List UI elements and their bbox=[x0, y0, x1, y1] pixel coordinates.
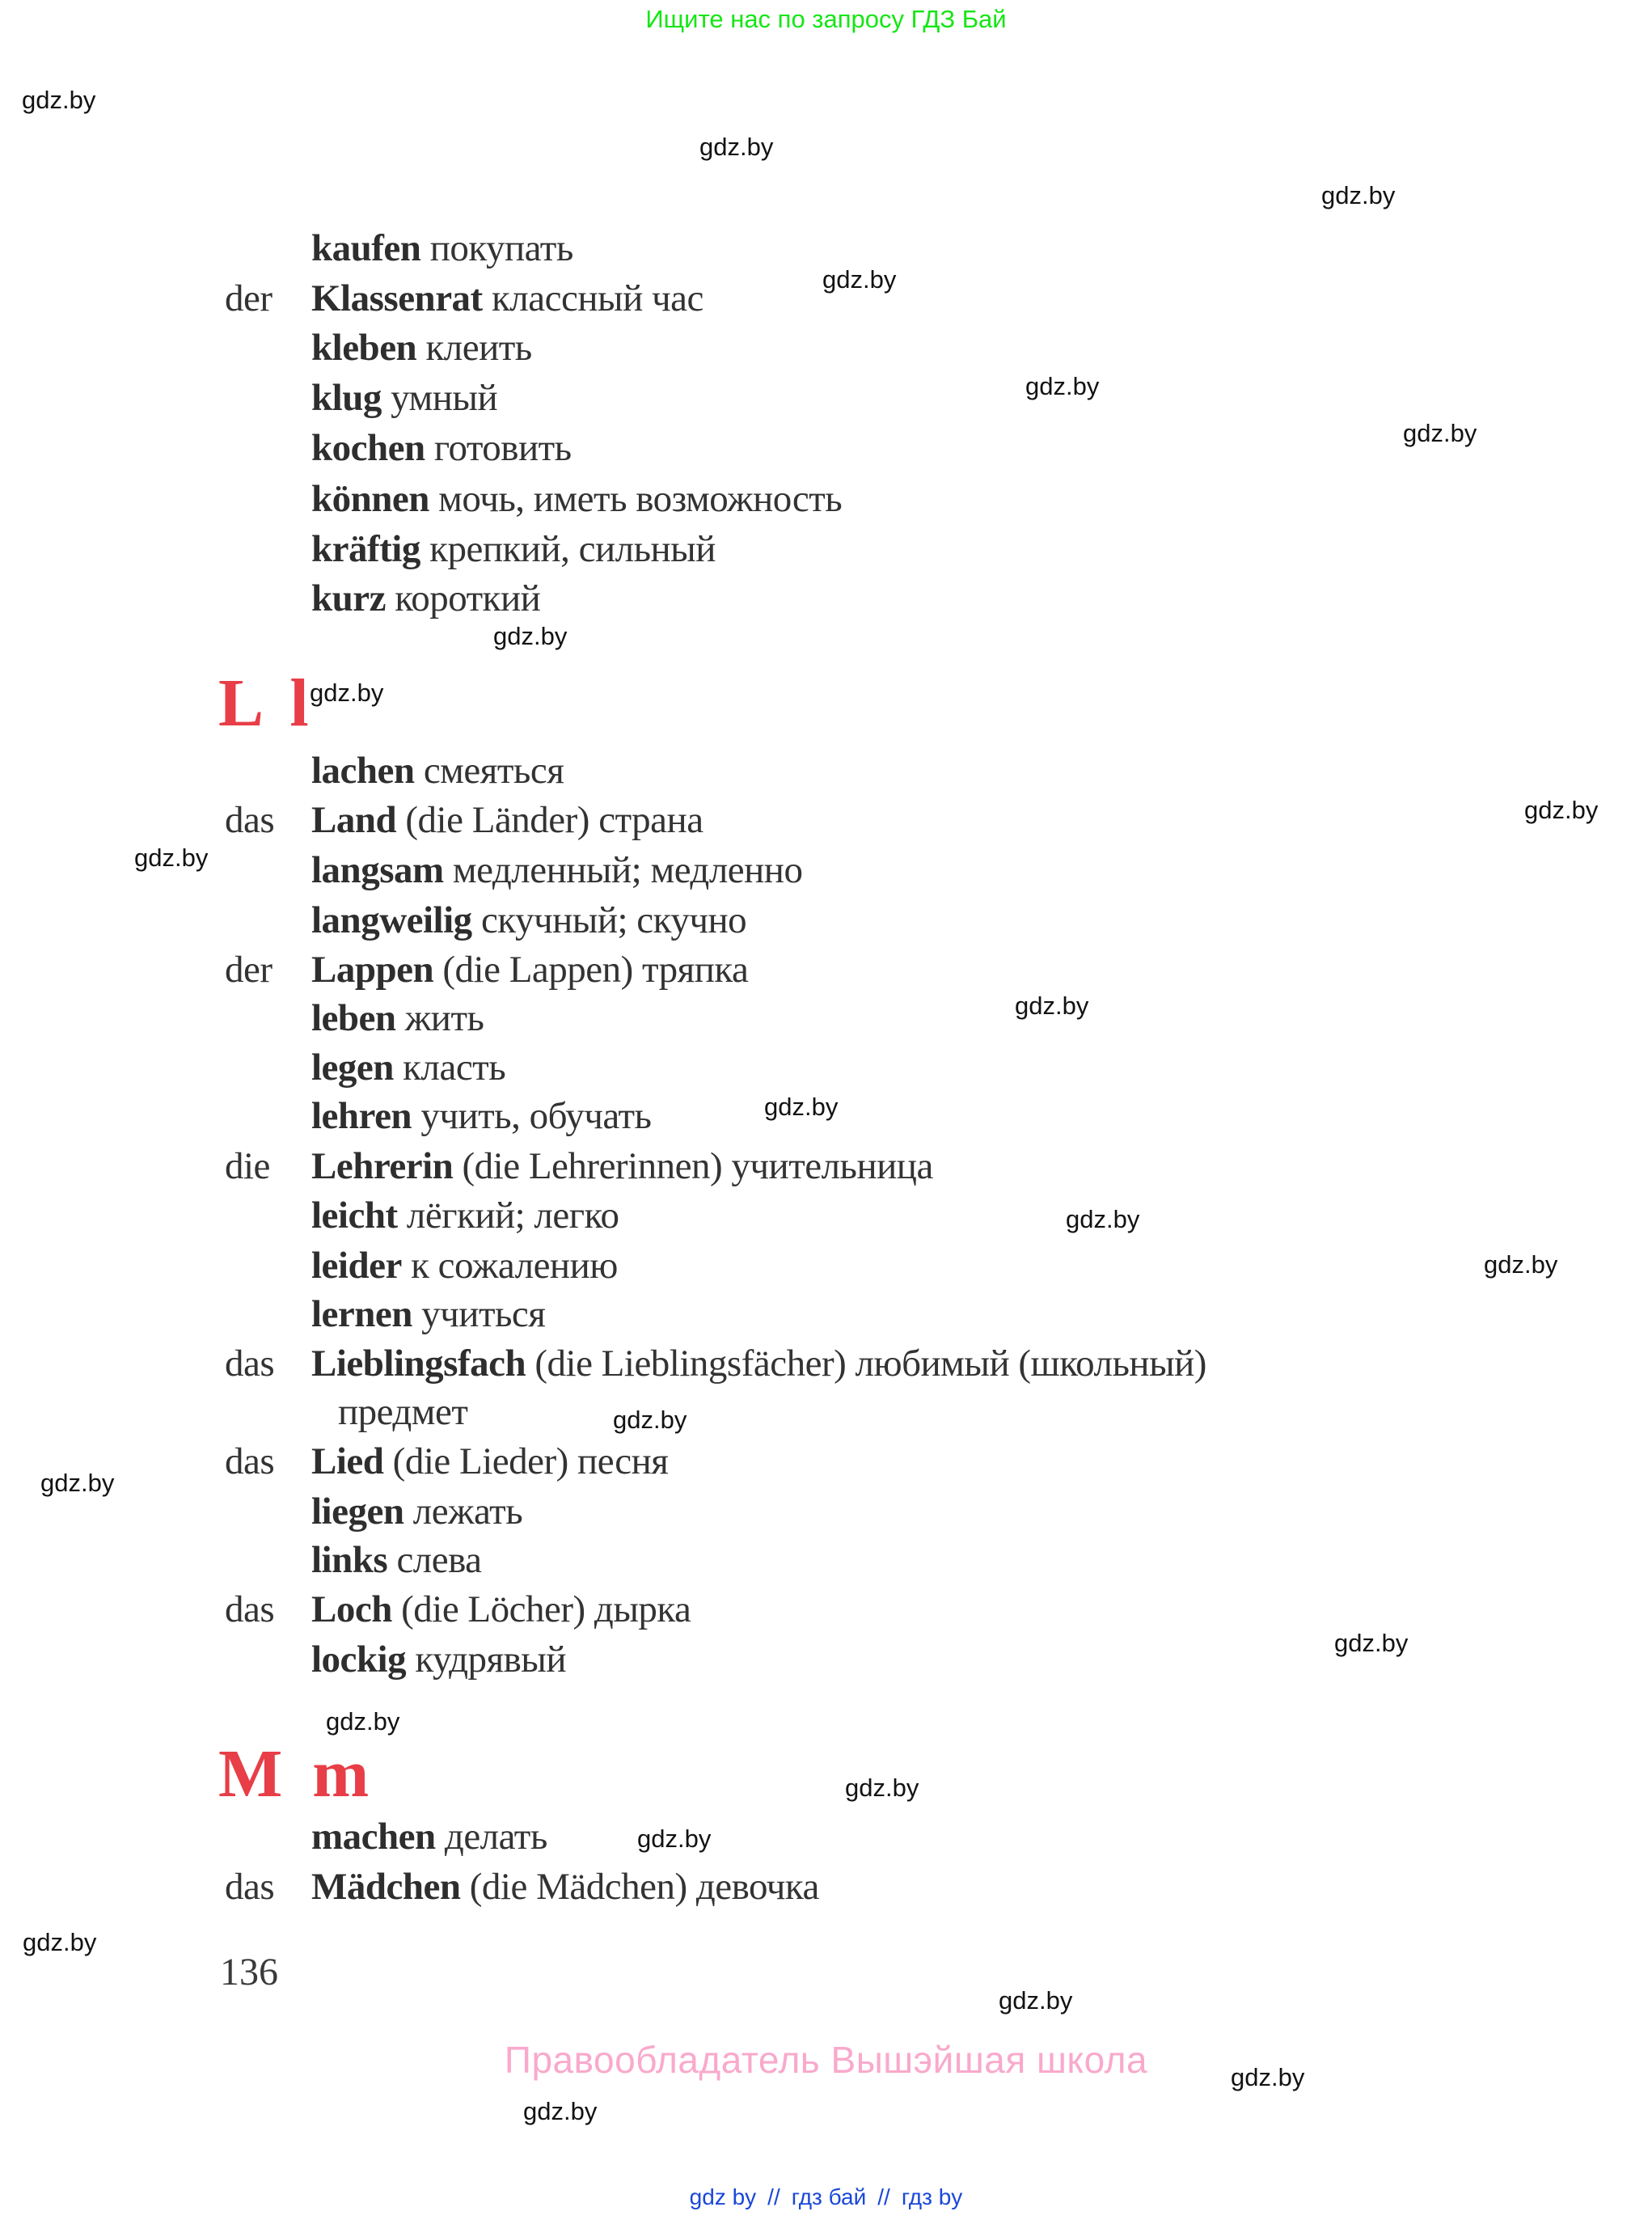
gdz-watermark: gdz.by bbox=[1025, 372, 1100, 400]
entry-article: die bbox=[225, 1145, 270, 1187]
entry-word: liegen bbox=[311, 1490, 404, 1533]
gdz-watermark: gdz.by bbox=[1484, 1250, 1558, 1279]
entry-plural: (die Lappen) bbox=[433, 949, 633, 991]
gdz-watermark: gdz.by bbox=[1334, 1629, 1409, 1657]
entry-translation: страна bbox=[589, 799, 703, 841]
entry-word: leicht bbox=[311, 1194, 398, 1237]
dict-entry bbox=[225, 1440, 669, 1482]
dict-entry bbox=[225, 849, 803, 891]
entry-plural: (die Löcher) bbox=[391, 1588, 585, 1630]
dict-entry bbox=[225, 1588, 691, 1630]
gdz-watermark: gdz.by bbox=[637, 1824, 712, 1853]
gdz-watermark: gdz.by bbox=[1321, 181, 1396, 209]
dict-entry bbox=[225, 1541, 482, 1579]
gdz-watermark: gdz.by bbox=[1403, 419, 1477, 447]
dict-entry bbox=[225, 1145, 933, 1187]
entry-article: der bbox=[225, 277, 273, 319]
entry-translation: умный bbox=[381, 377, 498, 419]
entry-word: klug bbox=[311, 377, 382, 419]
entry-word: lehren bbox=[311, 1095, 412, 1137]
page-number: 136 bbox=[220, 1951, 278, 1994]
entry-word: Mädchen bbox=[311, 1866, 461, 1908]
entry-plural: (die Lehrerinnen) bbox=[453, 1145, 723, 1187]
entry-translation: скучный; скучно bbox=[471, 899, 747, 941]
gdz-watermark: gdz.by bbox=[1524, 796, 1599, 824]
dict-entry bbox=[225, 1097, 651, 1135]
entry-translation: предмет bbox=[338, 1391, 468, 1433]
entry-translation: мочь, иметь возможность bbox=[429, 478, 843, 520]
dict-entry bbox=[225, 379, 497, 417]
entry-plural: (die Länder) bbox=[396, 799, 589, 841]
entry-word: kleben bbox=[311, 327, 417, 369]
entry-word: links bbox=[311, 1539, 388, 1581]
dict-entry-continuation bbox=[338, 1393, 467, 1431]
entry-translation: клеить bbox=[416, 327, 532, 369]
entry-word: Loch bbox=[311, 1588, 392, 1630]
entry-translation: к сожалению bbox=[401, 1245, 618, 1287]
gdz-watermark: gdz.by bbox=[523, 2097, 598, 2125]
dict-entry bbox=[225, 480, 842, 518]
entry-word: langsam bbox=[311, 849, 444, 891]
gdz-watermark: gdz.by bbox=[699, 133, 774, 161]
entry-translation: песня bbox=[568, 1440, 669, 1482]
entry-word: kochen bbox=[311, 427, 425, 469]
dict-entry bbox=[225, 277, 703, 319]
entry-translation: девочка bbox=[687, 1866, 819, 1908]
footer-separator: // bbox=[767, 2184, 780, 2209]
entry-translation: учить, обучать bbox=[412, 1095, 652, 1137]
footer-link[interactable]: гдз бай bbox=[791, 2184, 867, 2209]
entry-translation: тряпка bbox=[632, 949, 749, 991]
entry-translation: слева bbox=[387, 1539, 482, 1581]
gdz-watermark: gdz.by bbox=[764, 1093, 839, 1121]
entry-translation: любимый (школьный) bbox=[846, 1342, 1206, 1385]
dict-entry bbox=[225, 1046, 506, 1089]
entry-article: das bbox=[225, 1342, 275, 1385]
entry-translation: медленный; медленно bbox=[443, 849, 803, 891]
dict-entry bbox=[225, 997, 484, 1039]
entry-translation: жить bbox=[395, 997, 484, 1039]
entry-translation: классный час bbox=[482, 277, 703, 319]
entry-translation: учительница bbox=[722, 1145, 933, 1187]
copyright-notice: Правообладатель Вышэйшая школа bbox=[504, 2039, 1148, 2081]
gdz-watermark: gdz.by bbox=[613, 1406, 687, 1434]
dict-entry bbox=[225, 951, 748, 989]
footer-separator: // bbox=[877, 2184, 890, 2209]
dict-entry bbox=[225, 1638, 567, 1681]
entry-translation: покупать bbox=[420, 227, 573, 269]
dict-entry bbox=[225, 1293, 546, 1335]
entry-article: der bbox=[225, 949, 273, 991]
gdz-watermark: gdz.by bbox=[40, 1469, 115, 1497]
gdz-watermark: gdz.by bbox=[134, 844, 209, 872]
gdz-watermark: gdz.by bbox=[845, 1774, 919, 1802]
entry-word: lernen bbox=[311, 1293, 412, 1335]
footer-link[interactable]: гдз by bbox=[901, 2184, 963, 2209]
gdz-watermark: gdz.by bbox=[1066, 1205, 1140, 1233]
entry-translation: учиться bbox=[412, 1293, 546, 1335]
entry-plural: (die Lieder) bbox=[383, 1440, 568, 1482]
gdz-watermark: gdz.by bbox=[1015, 991, 1089, 1020]
gdz-watermark: gdz.by bbox=[493, 622, 568, 650]
gdz-watermark: gdz.by bbox=[999, 1986, 1073, 2015]
gdz-watermark: gdz.by bbox=[822, 265, 897, 294]
entry-plural: (die Lieblingsfächer) bbox=[526, 1342, 847, 1385]
dict-entry bbox=[225, 899, 747, 941]
entry-word: leider bbox=[311, 1245, 402, 1287]
dict-entry bbox=[225, 528, 716, 570]
entry-word: Lieblingsfach bbox=[311, 1342, 526, 1385]
dict-entry bbox=[225, 577, 541, 619]
entry-word: kaufen bbox=[311, 227, 421, 269]
promo-banner: Ищите нас по запросу ГДЗ Бай bbox=[645, 5, 1007, 33]
entry-article: das bbox=[225, 799, 275, 841]
dict-entry bbox=[225, 329, 532, 367]
dict-entry bbox=[225, 227, 573, 269]
entry-translation: класть bbox=[393, 1046, 506, 1089]
gdz-watermark: gdz.by bbox=[310, 679, 384, 707]
entry-word: lockig bbox=[311, 1638, 407, 1681]
footer-link[interactable]: gdz by bbox=[689, 2184, 757, 2209]
entry-article: das bbox=[225, 1866, 275, 1908]
entry-article: das bbox=[225, 1588, 275, 1630]
gdz-watermark: gdz.by bbox=[1231, 2063, 1305, 2091]
entry-article: das bbox=[225, 1440, 275, 1482]
entry-word: lachen bbox=[311, 750, 415, 792]
entry-translation: готовить bbox=[425, 427, 572, 469]
gdz-watermark: gdz.by bbox=[22, 86, 96, 114]
entry-translation: кудрявый bbox=[406, 1638, 567, 1681]
entry-word: machen bbox=[311, 1816, 436, 1858]
dict-entry bbox=[225, 1194, 619, 1237]
dict-entry bbox=[225, 1490, 523, 1533]
section-heading-m: M m bbox=[218, 1736, 376, 1812]
footer-links bbox=[0, 2186, 1652, 2209]
entry-word: Lappen bbox=[311, 949, 434, 991]
dict-entry bbox=[225, 1818, 547, 1856]
entry-word: können bbox=[311, 478, 429, 520]
dict-entry bbox=[225, 1342, 1206, 1385]
entry-word: leben bbox=[311, 997, 396, 1039]
entry-word: kurz bbox=[311, 577, 386, 619]
entry-translation: лёгкий; легко bbox=[397, 1194, 619, 1237]
dict-entry bbox=[225, 429, 572, 467]
entry-word: Lehrerin bbox=[311, 1145, 454, 1187]
entry-word: Land bbox=[311, 799, 397, 841]
entry-translation: смеяться bbox=[414, 750, 564, 792]
dict-entry bbox=[225, 1868, 819, 1906]
entry-translation: крепкий, сильный bbox=[420, 528, 716, 570]
entry-word: langweilig bbox=[311, 899, 472, 941]
dict-entry bbox=[225, 1247, 618, 1285]
gdz-watermark: gdz.by bbox=[23, 1928, 97, 1956]
entry-translation: короткий bbox=[386, 577, 541, 619]
dict-entry bbox=[225, 801, 703, 839]
entry-word: Lied bbox=[311, 1440, 384, 1482]
dict-entry bbox=[225, 752, 564, 790]
entry-plural: (die Mädchen) bbox=[460, 1866, 687, 1908]
entry-translation: лежать bbox=[403, 1490, 523, 1533]
gdz-watermark: gdz.by bbox=[326, 1707, 400, 1736]
entry-word: legen bbox=[311, 1046, 394, 1089]
entry-word: Klassenrat bbox=[311, 277, 483, 319]
entry-translation: дырка bbox=[585, 1588, 691, 1630]
entry-translation: делать bbox=[435, 1816, 547, 1858]
section-heading-l: L l bbox=[218, 666, 315, 741]
entry-word: kräftig bbox=[311, 528, 420, 570]
